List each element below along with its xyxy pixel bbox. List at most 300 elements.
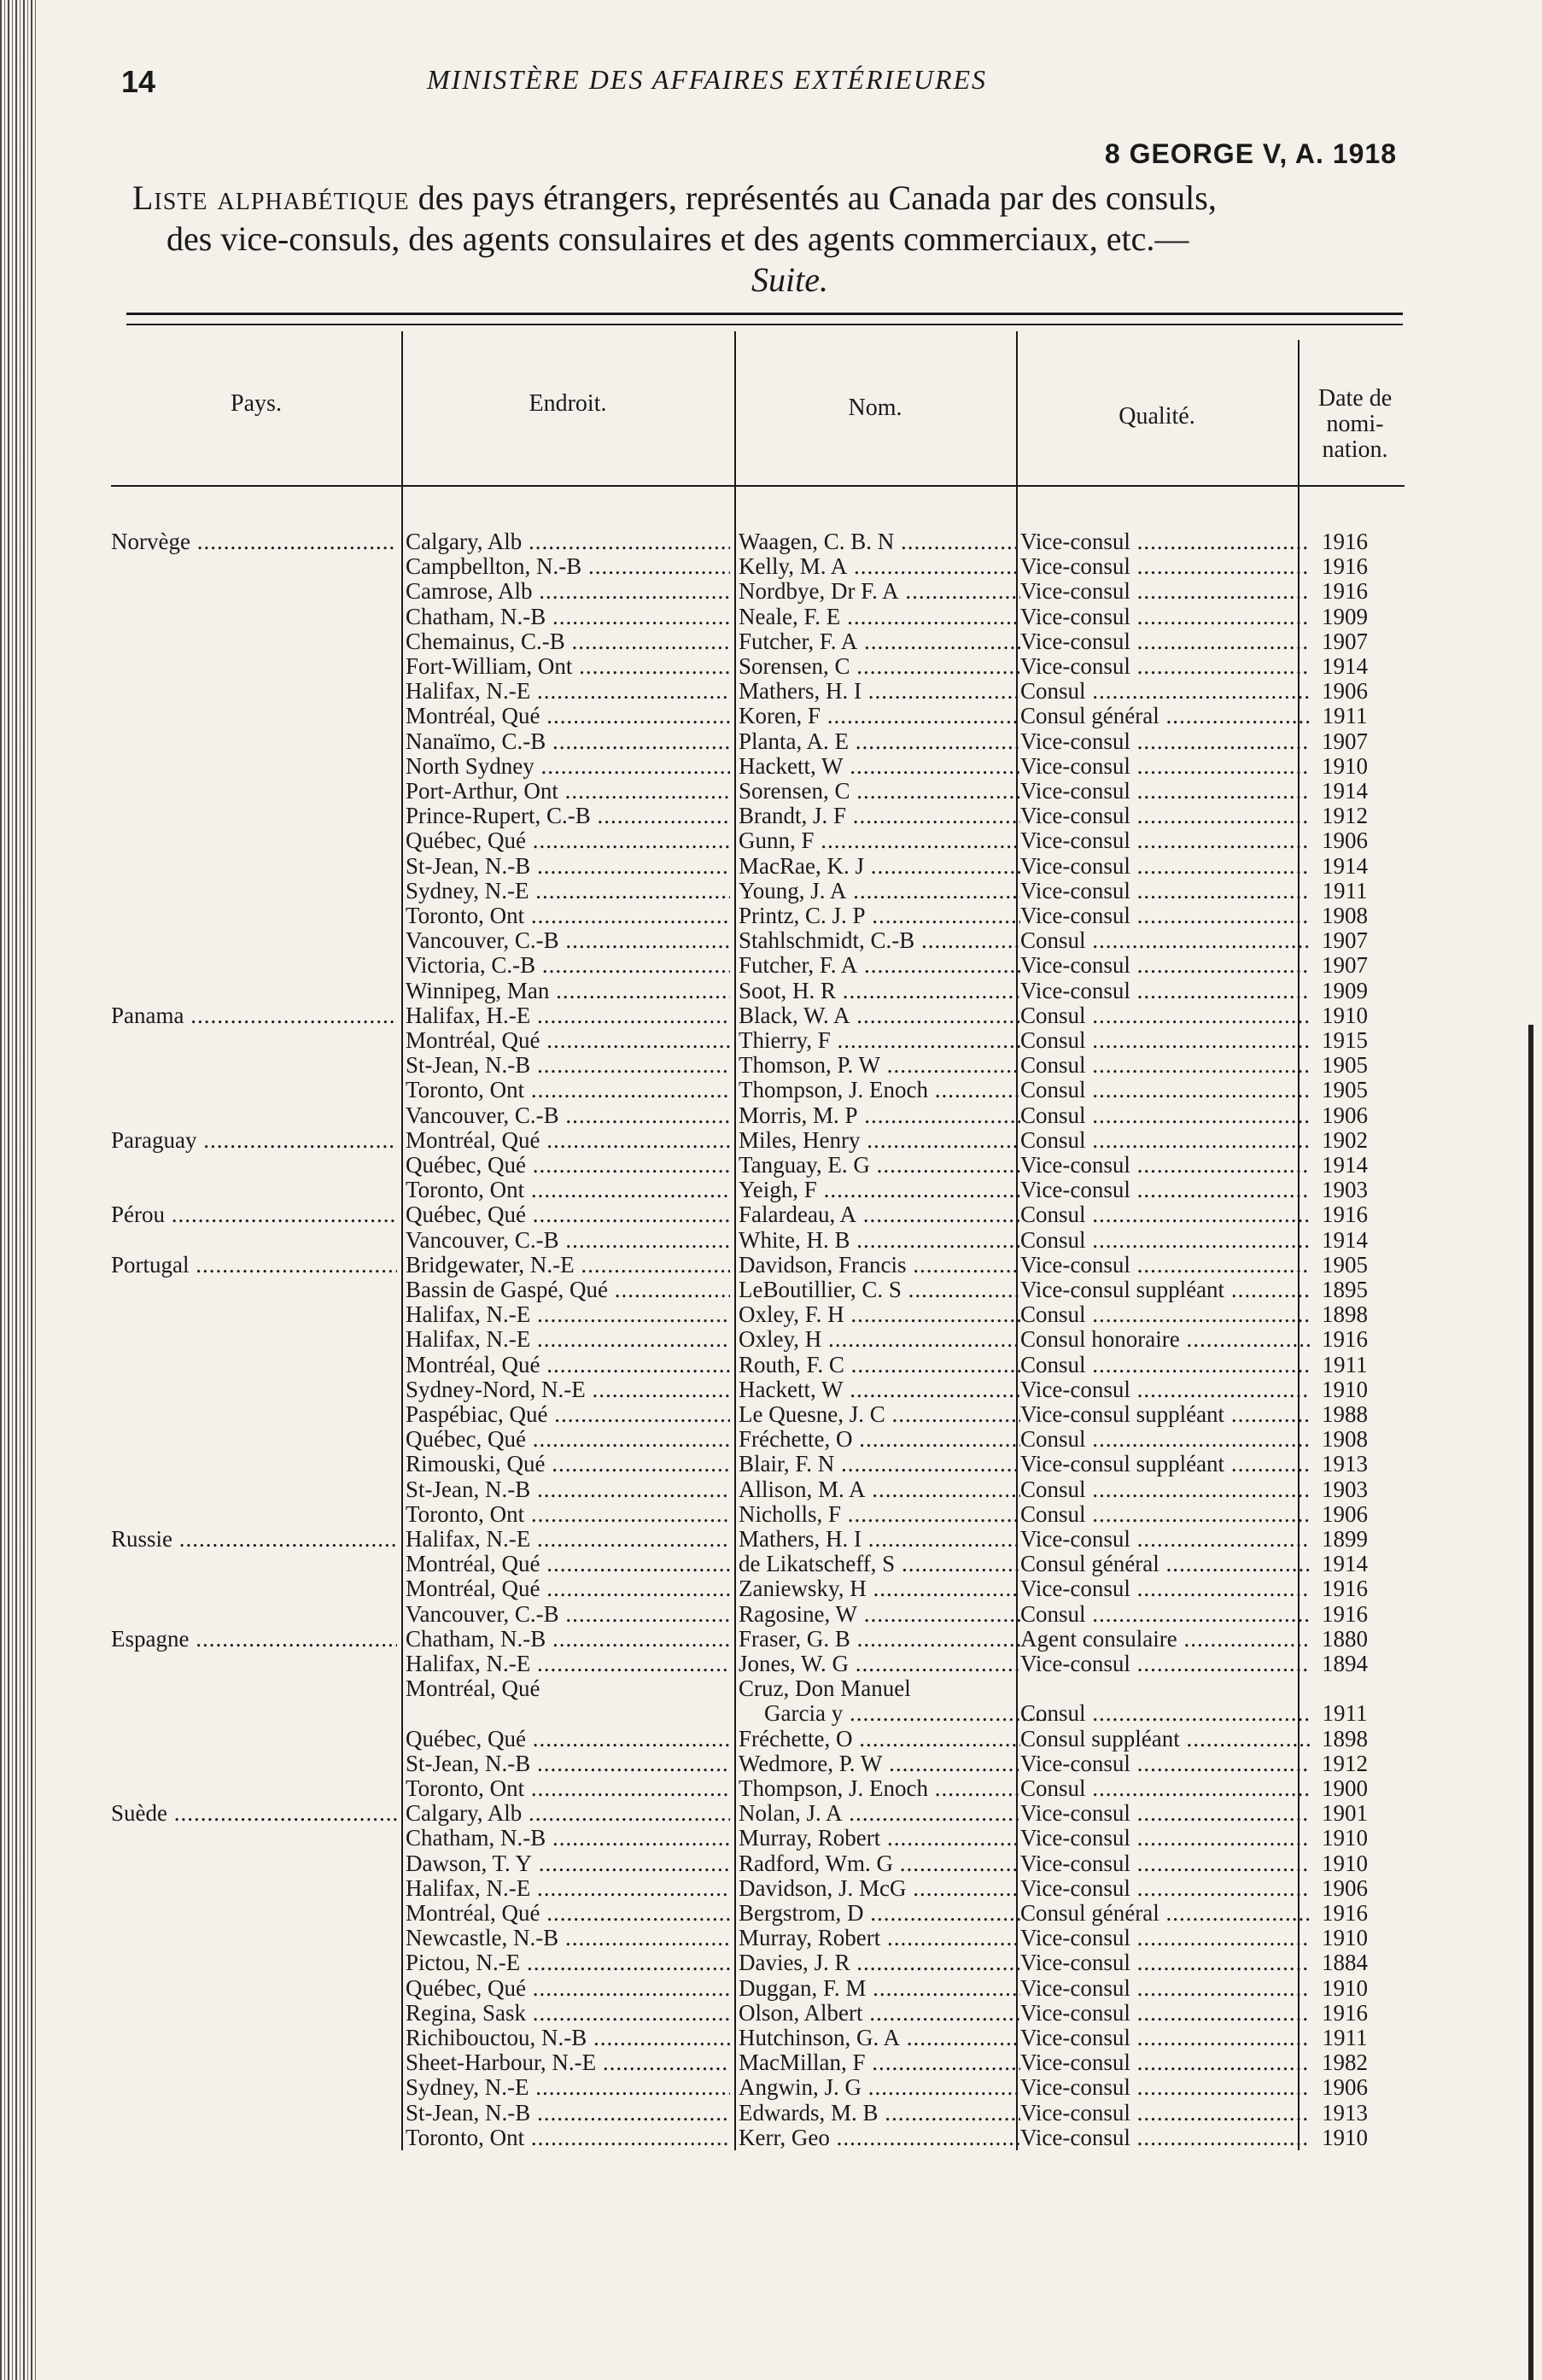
cell-qualite: Vice-consul .....: [1020, 654, 1311, 679]
cell-date: 1916: [1322, 2000, 1368, 2026]
cell-endroit: Halifax, N.-E .....: [406, 1302, 730, 1327]
session-label: 8 GEORGE V, A. 1918: [1104, 138, 1397, 169]
table-row: [0, 1477, 1542, 1502]
cell-nom: Angwin, J. G .....: [739, 2075, 1020, 2100]
cell-qualite: Vice-consul .....: [1020, 1751, 1311, 1776]
table-row: [0, 1950, 1542, 1975]
cell-date: 1910: [1322, 753, 1368, 779]
table-row: [0, 1801, 1542, 1826]
cell-nom: Nicholls, F .....: [739, 1502, 1020, 1527]
cell-nom: Futcher, F. A .....: [739, 629, 1020, 654]
col-header-pays: Pays.: [231, 390, 282, 417]
cell-nom: Fraser, G. B .....: [739, 1627, 1020, 1652]
cell-endroit: Calgary, Alb .....: [406, 1801, 730, 1826]
cell-nom: Kerr, Geo .....: [739, 2126, 1020, 2150]
cell-qualite: Consul .....: [1020, 1776, 1311, 1801]
col-header-endroit: Endroit.: [529, 390, 607, 417]
cell-endroit: Vancouver, C.-B .....: [406, 1103, 730, 1128]
cell-endroit: Halifax, N.-E .....: [406, 679, 730, 704]
cell-nom: Tanguay, E. G .....: [739, 1153, 1020, 1178]
cell-qualite: Consul .....: [1020, 1302, 1311, 1327]
cell-nom: White, H. B .....: [739, 1228, 1020, 1253]
cell-date: 1911: [1322, 1352, 1368, 1377]
cell-endroit: Toronto, Ont .....: [406, 1776, 730, 1801]
cell-nom: Fréchette, O .....: [739, 1727, 1020, 1751]
cell-endroit: Dawson, T. Y .....: [406, 1851, 730, 1876]
cell-qualite: Consul .....: [1020, 1477, 1311, 1502]
table-row: [0, 1302, 1542, 1327]
cell-date: 1907: [1322, 928, 1368, 954]
cell-date: 1907: [1322, 629, 1368, 654]
cell-nom: Morris, M. P .....: [739, 1103, 1020, 1128]
table-row: [0, 1851, 1542, 1876]
cell-endroit: Regina, Sask .....: [406, 2001, 730, 2026]
cell-endroit: Port-Arthur, Ont .....: [406, 779, 730, 804]
list-title: [132, 178, 1413, 301]
cell-date: 1901: [1322, 1801, 1368, 1827]
cell-qualite: Vice-consul .....: [1020, 1826, 1311, 1851]
table-row: [0, 1028, 1542, 1053]
cell-date: 1907: [1322, 953, 1368, 979]
cell-pays: Paraguay .....: [111, 1128, 397, 1153]
cell-endroit: Chemainus, C.-B .....: [406, 629, 730, 654]
cell-endroit: Bassin de Gaspé, Qué .....: [406, 1278, 730, 1302]
cell-qualite: Consul .....: [1020, 1202, 1311, 1227]
cell-date: 1910: [1322, 1003, 1368, 1028]
cell-nom: Jones, W. G .....: [739, 1652, 1020, 1676]
table-row: [0, 605, 1542, 629]
cell-nom: Blair, F. N .....: [739, 1452, 1020, 1477]
cell-nom: Mathers, H. I .....: [739, 679, 1020, 704]
cell-qualite: Consul .....: [1020, 1602, 1311, 1627]
cell-endroit: Vancouver, C.-B .....: [406, 1228, 730, 1253]
cell-date: 1906: [1322, 1875, 1368, 1901]
table-row: [0, 2126, 1542, 2150]
cell-date: 1916: [1322, 1576, 1368, 1602]
cell-endroit: Chatham, N.-B .....: [406, 1627, 730, 1652]
table-row: [0, 2026, 1542, 2050]
cell-date: 1906: [1322, 828, 1368, 854]
cell-nom: Murray, Robert .....: [739, 1926, 1020, 1950]
cell-date: 1910: [1322, 1851, 1368, 1876]
cell-date: 1916: [1322, 1202, 1368, 1228]
cell-qualite: Vice-consul .....: [1020, 1527, 1311, 1552]
cell-nom: Soot, H. R .....: [739, 979, 1020, 1003]
cell-date: 1914: [1322, 654, 1368, 679]
cell-endroit: St-Jean, N.-B .....: [406, 2101, 730, 2126]
cell-endroit: Sydney-Nord, N.-E .....: [406, 1377, 730, 1402]
cell-date: 1903: [1322, 1477, 1368, 1502]
cell-endroit: Québec, Qué .....: [406, 1202, 730, 1227]
cell-date: 1910: [1322, 1975, 1368, 2001]
table-row: [0, 1602, 1542, 1627]
cell-qualite: Vice-consul .....: [1020, 554, 1311, 579]
cell-endroit: Winnipeg, Man .....: [406, 979, 730, 1003]
cell-date: 1899: [1322, 1527, 1368, 1552]
cell-nom: Routh, F. C .....: [739, 1353, 1020, 1377]
cell-nom: Allison, M. A .....: [739, 1477, 1020, 1502]
cell-endroit: Toronto, Ont .....: [406, 1078, 730, 1102]
cell-endroit: Newcastle, N.-B .....: [406, 1926, 730, 1950]
cell-date: 1912: [1322, 1751, 1368, 1776]
cell-qualite: Vice-consul .....: [1020, 754, 1311, 779]
cell-endroit: Halifax, N.-E .....: [406, 1876, 730, 1901]
cell-date: 1916: [1322, 579, 1368, 605]
table-row: [0, 1826, 1542, 1851]
cell-nom: Neale, F. E .....: [739, 605, 1020, 629]
cell-nom: Garcia y .....: [764, 1701, 1046, 1726]
cell-date: 1907: [1322, 728, 1368, 754]
cell-nom: Hackett, W .....: [739, 754, 1020, 779]
cell-date: 1910: [1322, 1377, 1368, 1402]
cell-qualite: Vice-consul .....: [1020, 804, 1311, 828]
cell-nom: Wedmore, P. W .....: [739, 1751, 1020, 1776]
title-rule: [126, 313, 1403, 325]
cell-nom: Le Quesne, J. C .....: [739, 1402, 1020, 1427]
cell-endroit: Vancouver, C.-B .....: [406, 928, 730, 953]
cell-qualite: Vice-consul .....: [1020, 1801, 1311, 1826]
cell-qualite: Consul suppléant .....: [1020, 1727, 1311, 1751]
table-row: [0, 1701, 1542, 1726]
cell-endroit: Montréal, Qué: [406, 1676, 540, 1702]
cell-pays: Portugal .....: [111, 1253, 397, 1278]
cell-qualite: Vice-consul .....: [1020, 2075, 1311, 2100]
cell-endroit: Sydney, N.-E .....: [406, 2075, 730, 2100]
cell-endroit: Toronto, Ont .....: [406, 1178, 730, 1202]
cell-date: 1912: [1322, 804, 1368, 829]
cell-pays: Russie .....: [111, 1527, 397, 1552]
table-row: [0, 1976, 1542, 2001]
cell-nom: Oxley, F. H .....: [739, 1302, 1020, 1327]
cell-endroit: Québec, Qué .....: [406, 1976, 730, 2001]
cell-qualite: Vice-consul suppléant .....: [1020, 1402, 1311, 1427]
table-row: [0, 1727, 1542, 1751]
cell-qualite: Consul .....: [1020, 1228, 1311, 1253]
table-row: [0, 1153, 1542, 1178]
cell-qualite: Vice-consul .....: [1020, 903, 1311, 928]
cell-qualite: Vice-consul .....: [1020, 1851, 1311, 1876]
cell-date: 1909: [1322, 604, 1368, 629]
cell-endroit: Montréal, Qué .....: [406, 1353, 730, 1377]
cell-nom: Edwards, M. B .....: [739, 2101, 1020, 2126]
cell-nom: Bergstrom, D .....: [739, 1901, 1020, 1926]
cell-qualite: Consul .....: [1020, 1028, 1311, 1053]
cell-endroit: Sydney, N.-E .....: [406, 879, 730, 903]
cell-date: 1916: [1322, 529, 1368, 554]
cell-qualite: Vice-consul .....: [1020, 579, 1311, 604]
cell-nom: Waagen, C. B. N .....: [739, 529, 1020, 554]
table-row: [0, 1327, 1542, 1352]
cell-nom: Koren, F .....: [739, 704, 1020, 728]
cell-nom: Yeigh, F .....: [739, 1178, 1020, 1202]
cell-qualite: Vice-consul .....: [1020, 2001, 1311, 2026]
cell-date: 1894: [1322, 1652, 1368, 1676]
cell-nom: Miles, Henry .....: [739, 1128, 1020, 1153]
cell-date: 1911: [1322, 704, 1368, 729]
table-row: [0, 1926, 1542, 1950]
table-row: [0, 2050, 1542, 2075]
cell-qualite: Vice-consul .....: [1020, 629, 1311, 654]
cell-nom: Cruz, Don Manuel: [739, 1676, 911, 1702]
cell-date: 1911: [1322, 1701, 1368, 1727]
cell-nom: Oxley, H .....: [739, 1327, 1020, 1352]
cell-endroit: Chatham, N.-B .....: [406, 1826, 730, 1851]
cell-endroit: Halifax, N.-E .....: [406, 1527, 730, 1552]
cell-date: 1906: [1322, 1102, 1368, 1128]
cell-date: 1898: [1322, 1302, 1368, 1328]
cell-qualite: Consul .....: [1020, 1502, 1311, 1527]
cell-qualite: Vice-consul suppléant .....: [1020, 1278, 1311, 1302]
col-header-date-line2: nomi-: [1326, 411, 1384, 437]
table-row: [0, 2101, 1542, 2126]
cell-nom: Hackett, W .....: [739, 1377, 1020, 1402]
cell-nom: Planta, A. E .....: [739, 729, 1020, 754]
cell-pays: Norvège .....: [111, 529, 397, 554]
cell-endroit: North Sydney .....: [406, 754, 730, 779]
cell-qualite: Consul général .....: [1020, 1552, 1311, 1576]
cell-endroit: Toronto, Ont .....: [406, 1502, 730, 1527]
cell-endroit: Québec, Qué .....: [406, 1427, 730, 1452]
cell-qualite: Consul .....: [1020, 1353, 1311, 1377]
table-row: [0, 854, 1542, 879]
cell-endroit: Montréal, Qué .....: [406, 704, 730, 728]
cell-qualite: Vice-consul .....: [1020, 953, 1311, 978]
cell-qualite: Vice-consul .....: [1020, 2101, 1311, 2126]
col-header-date-line1: Date de: [1317, 385, 1393, 412]
cell-qualite: Agent consulaire .....: [1020, 1627, 1311, 1652]
cell-nom: Davidson, J. McG .....: [739, 1876, 1020, 1901]
cell-date: 1910: [1322, 1826, 1368, 1851]
table-row: [0, 2001, 1542, 2026]
cell-date: 1914: [1322, 779, 1368, 804]
cell-pays: Espagne .....: [111, 1627, 397, 1652]
cell-nom: Brandt, J. F .....: [739, 804, 1020, 828]
cell-qualite: Vice-consul .....: [1020, 529, 1311, 554]
table-row: [0, 1527, 1542, 1552]
table-row: [0, 1652, 1542, 1676]
cell-date: 1910: [1322, 2125, 1368, 2150]
cell-qualite: Vice-consul .....: [1020, 1950, 1311, 1975]
cell-endroit: Richibouctou, N.-B .....: [406, 2026, 730, 2050]
cell-qualite: Vice-consul .....: [1020, 979, 1311, 1003]
cell-qualite: Vice-consul .....: [1020, 1253, 1311, 1278]
table-row: [0, 1078, 1542, 1102]
cell-date: 1909: [1322, 978, 1368, 1003]
table-row: [0, 1876, 1542, 1901]
cell-endroit: Victoria, C.-B .....: [406, 953, 730, 978]
table-row: [0, 1676, 1542, 1701]
cell-date: 1905: [1322, 1252, 1368, 1278]
table-row: [0, 1178, 1542, 1202]
cell-qualite: Consul .....: [1020, 1003, 1311, 1028]
cell-qualite: Vice-consul .....: [1020, 2050, 1311, 2075]
cell-nom: Thompson, J. Enoch .....: [739, 1078, 1020, 1102]
cell-qualite: Vice-consul .....: [1020, 605, 1311, 629]
cell-endroit: Montréal, Qué .....: [406, 1552, 730, 1576]
cell-nom: Mathers, H. I .....: [739, 1527, 1020, 1552]
table-row: [0, 704, 1542, 728]
table-row: [0, 1278, 1542, 1302]
table-row: [0, 1427, 1542, 1452]
cell-date: 1903: [1322, 1178, 1368, 1203]
cell-nom: Sorensen, C .....: [739, 654, 1020, 679]
cell-qualite: Vice-consul .....: [1020, 2126, 1311, 2150]
table-row: [0, 1228, 1542, 1253]
cell-qualite: Consul .....: [1020, 679, 1311, 704]
cell-endroit: Montréal, Qué .....: [406, 1901, 730, 1926]
cell-nom: Thierry, F .....: [739, 1028, 1020, 1053]
table-row: [0, 1353, 1542, 1377]
cell-endroit: Toronto, Ont .....: [406, 903, 730, 928]
table-row: [0, 2075, 1542, 2100]
cell-date: 1895: [1322, 1278, 1368, 1302]
table-row: [0, 1751, 1542, 1776]
cell-endroit: Toronto, Ont .....: [406, 2126, 730, 2150]
cell-nom: Nolan, J. A .....: [739, 1801, 1020, 1826]
cell-date: 1905: [1322, 1053, 1368, 1079]
col-header-nom: Nom.: [848, 395, 902, 421]
table-row: [0, 1053, 1542, 1078]
cell-endroit: Rimouski, Qué .....: [406, 1452, 730, 1477]
table-row: [0, 1901, 1542, 1926]
cell-nom: Futcher, F. A .....: [739, 953, 1020, 978]
cell-date: 1916: [1322, 554, 1368, 580]
cell-nom: Thompson, J. Enoch .....: [739, 1776, 1020, 1801]
cell-endroit: Vancouver, C.-B .....: [406, 1602, 730, 1627]
cell-date: 1914: [1322, 853, 1368, 879]
cell-nom: Sorensen, C .....: [739, 779, 1020, 804]
col-header-date: [1300, 386, 1411, 463]
title-line2: des vice-consuls, des agents consulaires et des agents commerciaux, etc.—: [166, 219, 1189, 258]
table-row: [0, 779, 1542, 804]
cell-date: 1911: [1322, 878, 1368, 903]
cell-date: 1902: [1322, 1127, 1368, 1153]
cell-pays: Suède .....: [111, 1801, 397, 1826]
col-header-qualite: Qualité.: [1119, 403, 1195, 430]
cell-nom: Davies, J. R .....: [739, 1950, 1020, 1975]
table-row: [0, 1452, 1542, 1477]
cell-qualite: Vice-consul .....: [1020, 879, 1311, 903]
cell-date: 1898: [1322, 1726, 1368, 1751]
cell-nom: Falardeau, A .....: [739, 1202, 1020, 1227]
running-title: MINISTÈRE DES AFFAIRES EXTÉRIEURES: [427, 64, 988, 95]
cell-endroit: Montréal, Qué .....: [406, 1576, 730, 1601]
cell-endroit: Québec, Qué .....: [406, 828, 730, 853]
cell-endroit: St-Jean, N.-B .....: [406, 854, 730, 879]
cell-qualite: Consul .....: [1020, 1427, 1311, 1452]
cell-qualite: Vice-consul .....: [1020, 1876, 1311, 1901]
cell-endroit: St-Jean, N.-B .....: [406, 1053, 730, 1078]
cell-endroit: St-Jean, N.-B .....: [406, 1751, 730, 1776]
cell-endroit: Halifax, N.-E .....: [406, 1652, 730, 1676]
cell-pays: Pérou .....: [111, 1202, 397, 1227]
cell-date: 1906: [1322, 1501, 1368, 1527]
cell-qualite: Vice-consul .....: [1020, 1178, 1311, 1202]
cell-date: 1913: [1322, 2100, 1368, 2126]
cell-nom: Printz, C. J. P .....: [739, 903, 1020, 928]
cell-endroit: Montréal, Qué .....: [406, 1028, 730, 1053]
cell-qualite: Vice-consul .....: [1020, 1652, 1311, 1676]
table-row: [0, 953, 1542, 978]
cell-date: 1982: [1322, 2050, 1368, 2076]
cell-endroit: Fort-William, Ont .....: [406, 654, 730, 679]
cell-date: 1914: [1322, 1227, 1368, 1253]
table-row: [0, 579, 1542, 604]
cell-qualite: Vice-consul .....: [1020, 1926, 1311, 1950]
cell-nom: Olson, Albert .....: [739, 2001, 1020, 2026]
table-row: [0, 828, 1542, 853]
cell-endroit: Halifax, H.-E .....: [406, 1003, 730, 1028]
cell-nom: LeBoutillier, C. S .....: [739, 1278, 1020, 1302]
cell-qualite: Vice-consul .....: [1020, 1976, 1311, 2001]
table-row: [0, 729, 1542, 754]
cell-endroit: Québec, Qué .....: [406, 1153, 730, 1178]
cell-nom: Fréchette, O .....: [739, 1427, 1020, 1452]
cell-qualite: Consul .....: [1020, 928, 1311, 953]
header-rule: [111, 485, 1405, 487]
cell-qualite: Consul .....: [1020, 1701, 1311, 1726]
cell-endroit: Nanaïmo, C.-B .....: [406, 729, 730, 754]
table-row: [0, 1402, 1542, 1427]
cell-endroit: Campbellton, N.-B .....: [406, 554, 730, 579]
cell-qualite: Vice-consul .....: [1020, 729, 1311, 754]
cell-qualite: Vice-consul .....: [1020, 1377, 1311, 1402]
col-header-date-line3: nation.: [1322, 436, 1388, 463]
table-row: [0, 554, 1542, 579]
cell-date: 1910: [1322, 1926, 1368, 1951]
cell-nom: Kelly, M. A .....: [739, 554, 1020, 579]
cell-nom: Radford, Wm. G .....: [739, 1851, 1020, 1876]
table-row: [0, 529, 1542, 554]
title-suite: Suite.: [751, 260, 828, 299]
cell-nom: Murray, Robert .....: [739, 1826, 1020, 1851]
table-row: [0, 754, 1542, 779]
table-row: [0, 1103, 1542, 1128]
cell-nom: Hutchinson, G. A .....: [739, 2026, 1020, 2050]
cell-date: 1900: [1322, 1776, 1368, 1801]
cell-date: 1916: [1322, 1601, 1368, 1627]
cell-endroit: Montréal, Qué .....: [406, 1128, 730, 1153]
table-row: [0, 879, 1542, 903]
cell-endroit: Camrose, Alb .....: [406, 579, 730, 604]
cell-nom: MacRae, K. J .....: [739, 854, 1020, 879]
cell-qualite: Vice-consul suppléant .....: [1020, 1452, 1311, 1477]
cell-date: 1988: [1322, 1402, 1368, 1427]
cell-nom: Black, W. A .....: [739, 1003, 1020, 1028]
cell-qualite: Consul honoraire .....: [1020, 1327, 1311, 1352]
cell-nom: Young, J. A .....: [739, 879, 1020, 903]
cell-qualite: Consul .....: [1020, 1103, 1311, 1128]
table-row: [0, 1202, 1542, 1227]
cell-endroit: Bridgewater, N.-E .....: [406, 1253, 730, 1278]
cell-date: 1880: [1322, 1626, 1368, 1652]
table-row: [0, 1776, 1542, 1801]
table-row: [0, 1552, 1542, 1576]
cell-endroit: Paspébiac, Qué .....: [406, 1402, 730, 1427]
table-row: [0, 1003, 1542, 1028]
cell-nom: Thomson, P. W .....: [739, 1053, 1020, 1078]
cell-nom: Davidson, Francis .....: [739, 1253, 1020, 1278]
cell-nom: Gunn, F .....: [739, 828, 1020, 853]
table-row: [0, 654, 1542, 679]
table-row: [0, 629, 1542, 654]
cell-nom: Zaniewsky, H .....: [739, 1576, 1020, 1601]
cell-endroit: Halifax, N.-E .....: [406, 1327, 730, 1352]
cell-qualite: Consul .....: [1020, 1053, 1311, 1078]
cell-qualite: Vice-consul .....: [1020, 854, 1311, 879]
cell-nom: Ragosine, W .....: [739, 1602, 1020, 1627]
cell-qualite: Consul .....: [1020, 1128, 1311, 1153]
